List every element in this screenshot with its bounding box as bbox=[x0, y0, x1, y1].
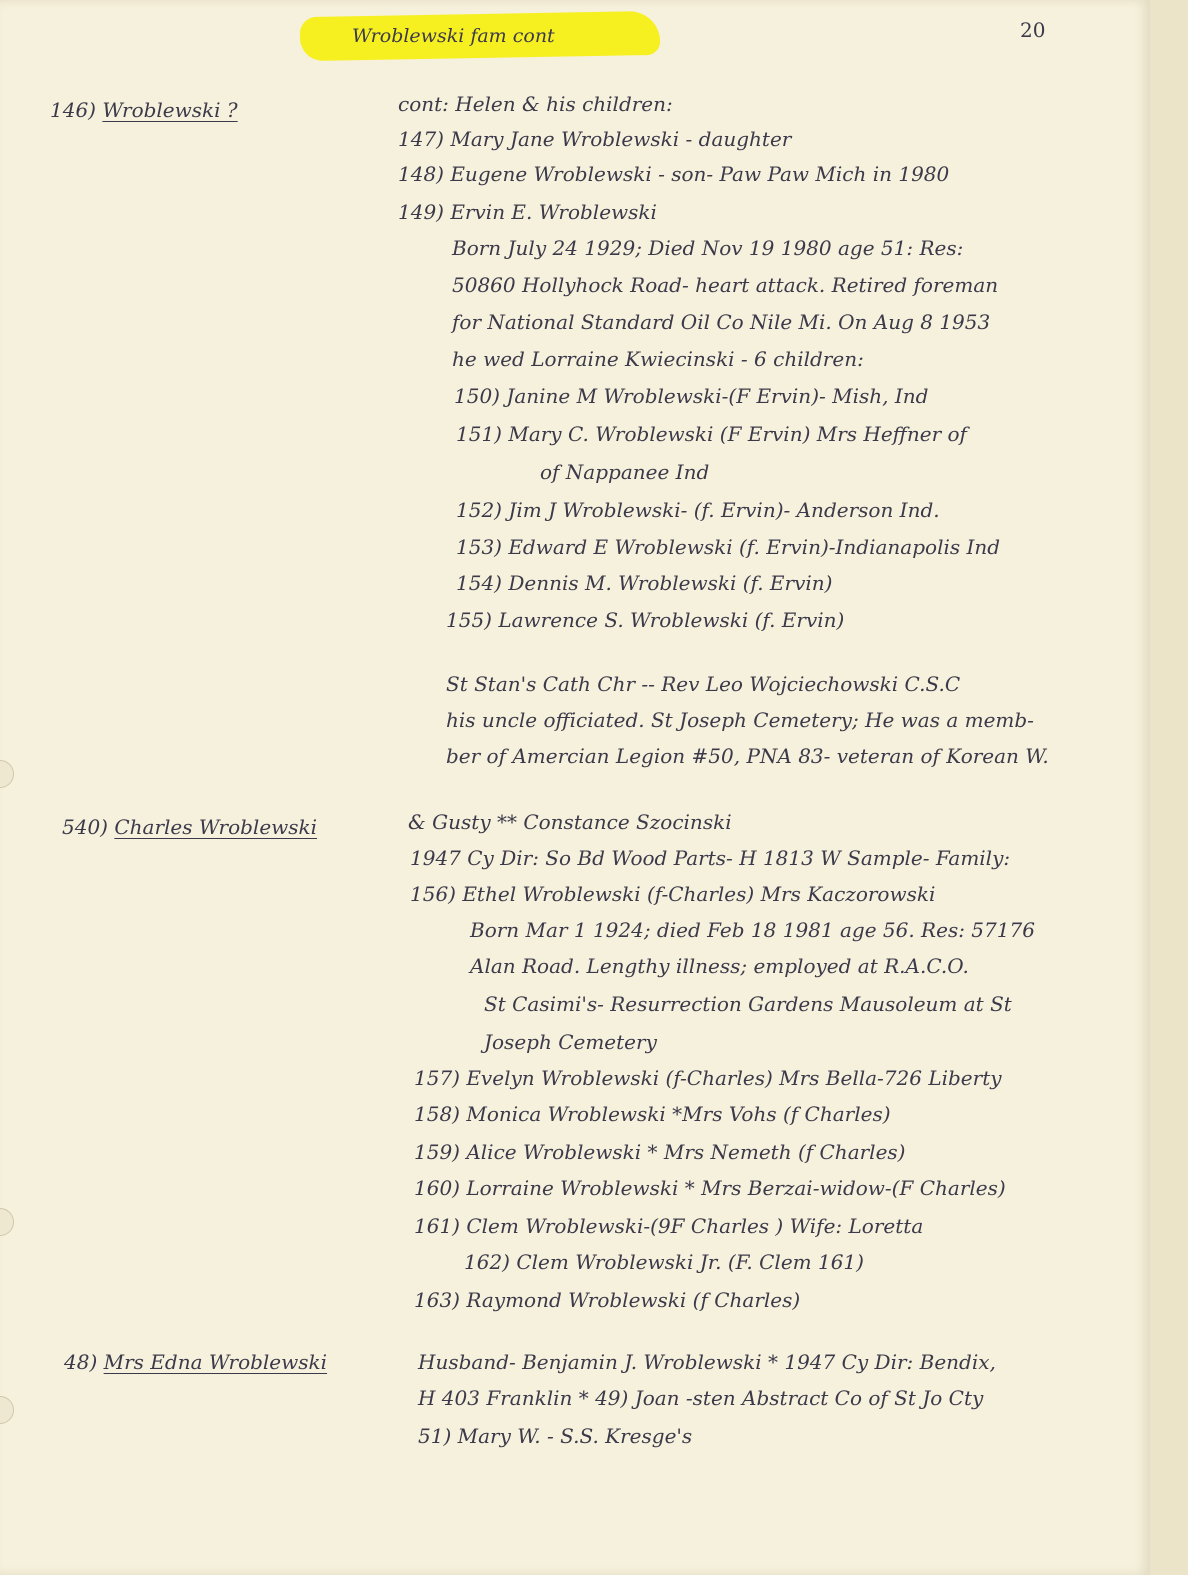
text-line: Born Mar 1 1924; died Feb 18 1981 age 56. Res: 57176 bbox=[470, 918, 1035, 942]
page-title: Wroblewski fam cont bbox=[352, 25, 555, 47]
text-line: Born July 24 1929; Died Nov 19 1980 age 51: Res: bbox=[452, 236, 964, 260]
text-line: 161) Clem Wroblewski-(9F Charles ) Wife: Loretta bbox=[414, 1214, 924, 1238]
text-line: Husband- Benjamin J. Wroblewski * 1947 Cy Dir: Bendix, bbox=[418, 1350, 996, 1374]
left-entry bbox=[62, 815, 317, 839]
page-edge bbox=[1150, 0, 1188, 1575]
text-line: 148) Eugene Wroblewski - son- Paw Paw Mich in 1980 bbox=[398, 162, 950, 186]
text-line: 163) Raymond Wroblewski (f Charles) bbox=[414, 1288, 801, 1312]
text-line: cont: Helen & his children: bbox=[398, 92, 673, 116]
text-line: & Gusty ** Constance Szocinski bbox=[408, 810, 732, 834]
entry-number: 48) bbox=[64, 1350, 98, 1374]
text-line: 152) Jim J Wroblewski- (f. Ervin)- Anderson Ind. bbox=[456, 498, 940, 522]
text-line: he wed Lorraine Kwiecinski - 6 children: bbox=[452, 347, 864, 371]
text-line: 51) Mary W. - S.S. Kresge's bbox=[418, 1424, 693, 1448]
text-line: 160) Lorraine Wroblewski * Mrs Berzai-widow-(F Charles) bbox=[414, 1176, 1006, 1200]
text-line: 150) Janine M Wroblewski-(F Ervin)- Mish, Ind bbox=[454, 384, 929, 408]
entry-number: 146) bbox=[50, 98, 96, 122]
text-line: 151) Mary C. Wroblewski (F Ervin) Mrs Heffner of bbox=[456, 422, 967, 446]
entry-name: Mrs Edna Wroblewski bbox=[103, 1350, 328, 1374]
text-line: 149) Ervin E. Wroblewski bbox=[398, 200, 657, 224]
text-line: 155) Lawrence S. Wroblewski (f. Ervin) bbox=[446, 608, 845, 632]
text-line: 147) Mary Jane Wroblewski - daughter bbox=[398, 127, 792, 151]
text-line: 158) Monica Wroblewski *Mrs Vohs (f Charles) bbox=[414, 1102, 891, 1126]
text-line: 156) Ethel Wroblewski (f-Charles) Mrs Kaczorowski bbox=[410, 882, 936, 906]
text-line: H 403 Franklin * 49) Joan -sten Abstract Co of St Jo Cty bbox=[418, 1386, 984, 1410]
text-line: Joseph Cemetery bbox=[484, 1030, 657, 1054]
text-line: 50860 Hollyhock Road- heart attack. Retired foreman bbox=[452, 273, 999, 297]
entry-name: Charles Wroblewski bbox=[114, 815, 318, 839]
left-entry bbox=[50, 98, 238, 122]
entry-name: Wroblewski ? bbox=[102, 98, 238, 122]
text-line: ber of Amercian Legion #50, PNA 83- veteran of Korean W. bbox=[446, 744, 1049, 768]
text-line: 153) Edward E Wroblewski (f. Ervin)-Indianapolis Ind bbox=[456, 535, 1001, 559]
text-line: 157) Evelyn Wroblewski (f-Charles) Mrs Bella-726 Liberty bbox=[414, 1066, 1002, 1090]
text-line: St Stan's Cath Chr -- Rev Leo Wojciechowski C.S.C bbox=[446, 672, 961, 696]
left-entry bbox=[64, 1350, 327, 1374]
text-line: of Nappanee Ind bbox=[540, 460, 710, 484]
text-line: for National Standard Oil Co Nile Mi. On Aug 8 1953 bbox=[452, 310, 991, 334]
entry-number: 540) bbox=[62, 815, 108, 839]
text-line: 1947 Cy Dir: So Bd Wood Parts- H 1813 W Sample- Family: bbox=[410, 846, 1011, 870]
text-line: his uncle officiated. St Joseph Cemetery; He was a memb- bbox=[446, 708, 1034, 732]
text-line: 159) Alice Wroblewski * Mrs Nemeth (f Charles) bbox=[414, 1140, 906, 1164]
text-line: 162) Clem Wroblewski Jr. (F. Clem 161) bbox=[464, 1250, 864, 1274]
text-line: Alan Road. Lengthy illness; employed at R.A.C.O. bbox=[470, 954, 969, 978]
text-line: 154) Dennis M. Wroblewski (f. Ervin) bbox=[456, 571, 833, 595]
page-number: 20 bbox=[1020, 18, 1046, 42]
text-line: St Casimi's- Resurrection Gardens Mausoleum at St bbox=[484, 992, 1012, 1016]
